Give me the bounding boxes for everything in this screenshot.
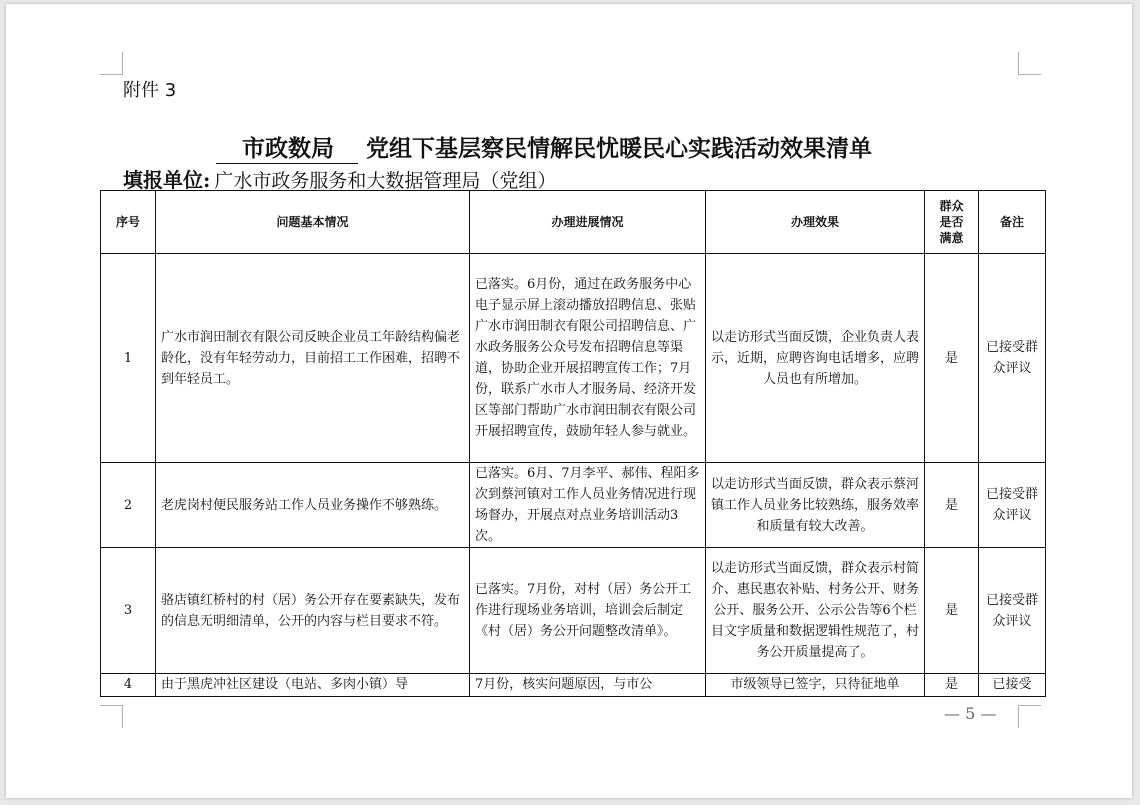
- header-effect: 办理效果: [706, 191, 925, 254]
- title-text: 党组下基层察民情解民忧暖民心实践活动效果清单: [366, 135, 872, 162]
- header-satisfied-line3: 满意: [939, 231, 964, 245]
- cell-no: 4: [101, 674, 156, 697]
- cell-issue: 老虎岗村便民服务站工作人员业务操作不够熟练。: [156, 463, 470, 548]
- cell-issue: 由于黑虎冲社区建设（电站、多肉小镇）导: [156, 674, 470, 697]
- cell-issue: 广水市润田制衣有限公司反映企业员工年龄结构偏老龄化，没有年轻劳动力，目前招工工作困难，招聘不到年轻员工。: [156, 254, 470, 463]
- table-row: [101, 548, 1046, 674]
- margin-mark-top-left: [100, 52, 123, 75]
- cell-no: 3: [101, 548, 156, 674]
- title-unit-field: 市政数局: [216, 130, 358, 164]
- cell-progress: 已落实。6月份，通过在政务服务中心电子显示屏上滚动播放招聘信息、张贴广水市润田制衣有限公司招聘信息、广水政务服务公众号发布招聘信息等渠道，协助企业开展招聘宣传工作；7月份，联系广水市人才服务局、经济开发区等部门帮助广水市润田制衣有限公司开展招聘宣传，鼓励年轻人参与就业。: [470, 254, 706, 463]
- margin-mark-bottom-right: [1018, 705, 1041, 728]
- cell-note: 已接受群众评议: [979, 463, 1046, 548]
- filling-unit-value: 广水市政务服务和大数据管理局（党组）: [214, 170, 557, 192]
- header-satisfied-line1: 群众: [939, 199, 964, 213]
- table-row: [101, 254, 1046, 463]
- margin-mark-bottom-left: [100, 705, 123, 728]
- filling-unit-label: 填报单位:: [123, 168, 211, 192]
- attachment-label: 附件 3: [123, 80, 177, 101]
- document-title: [216, 130, 872, 164]
- cell-effect: 市级领导已签字，只待征地单: [706, 674, 925, 697]
- cell-satisfied: 是: [925, 463, 979, 548]
- table-header-row: [101, 191, 1046, 254]
- results-table: [100, 190, 1046, 697]
- table-row: [101, 674, 1046, 697]
- cell-satisfied: 是: [925, 674, 979, 697]
- table-row: [101, 463, 1046, 548]
- cell-satisfied: 是: [925, 548, 979, 674]
- cell-effect: 以走访形式当面反馈，群众表示蔡河镇工作人员业务比较熟练，服务效率和质量有较大改善。: [706, 463, 925, 548]
- cell-progress: 已落实。7月份，对村（居）务公开工作进行现场业务培训，培训会后制定《村（居）务公开问题整改清单》。: [470, 548, 706, 674]
- margin-mark-top-right: [1018, 52, 1041, 75]
- header-satisfied-line2: 是否: [939, 215, 964, 229]
- cell-note: 已接受群众评议: [979, 548, 1046, 674]
- cell-progress: 7月份，核实问题原因，与市公: [470, 674, 706, 697]
- cell-issue: 骆店镇红桥村的村（居）务公开存在要素缺失，发布的信息无明细清单，公开的内容与栏目要求不符。: [156, 548, 470, 674]
- cell-effect: 以走访形式当面反馈，群众表示村简介、惠民惠农补贴、村务公开、财务公开、服务公开、公示公告等6个栏目文字质量和数据逻辑性规范了，村务公开质量提高了。: [706, 548, 925, 674]
- cell-note: 已接受: [979, 674, 1046, 697]
- cell-no: 1: [101, 254, 156, 463]
- cell-progress: 已落实。6月、7月李平、郝伟、程阳多次到蔡河镇对工作人员业务情况进行现场督办，开展点对点业务培训活动3次。: [470, 463, 706, 548]
- header-issue: 问题基本情况: [156, 191, 470, 254]
- cell-note: 已接受群众评议: [979, 254, 1046, 463]
- header-progress: 办理进展情况: [470, 191, 706, 254]
- cell-no: 2: [101, 463, 156, 548]
- header-note: 备注: [979, 191, 1046, 254]
- document-page: [6, 4, 1132, 798]
- page-number: — 5 —: [944, 704, 997, 723]
- cell-effect: 以走访形式当面反馈，企业负责人表示，近期，应聘咨询电话增多，应聘人员也有所增加。: [706, 254, 925, 463]
- cell-satisfied: 是: [925, 254, 979, 463]
- header-no: 序号: [101, 191, 156, 254]
- header-satisfied: [925, 191, 979, 254]
- filling-unit: [123, 164, 556, 193]
